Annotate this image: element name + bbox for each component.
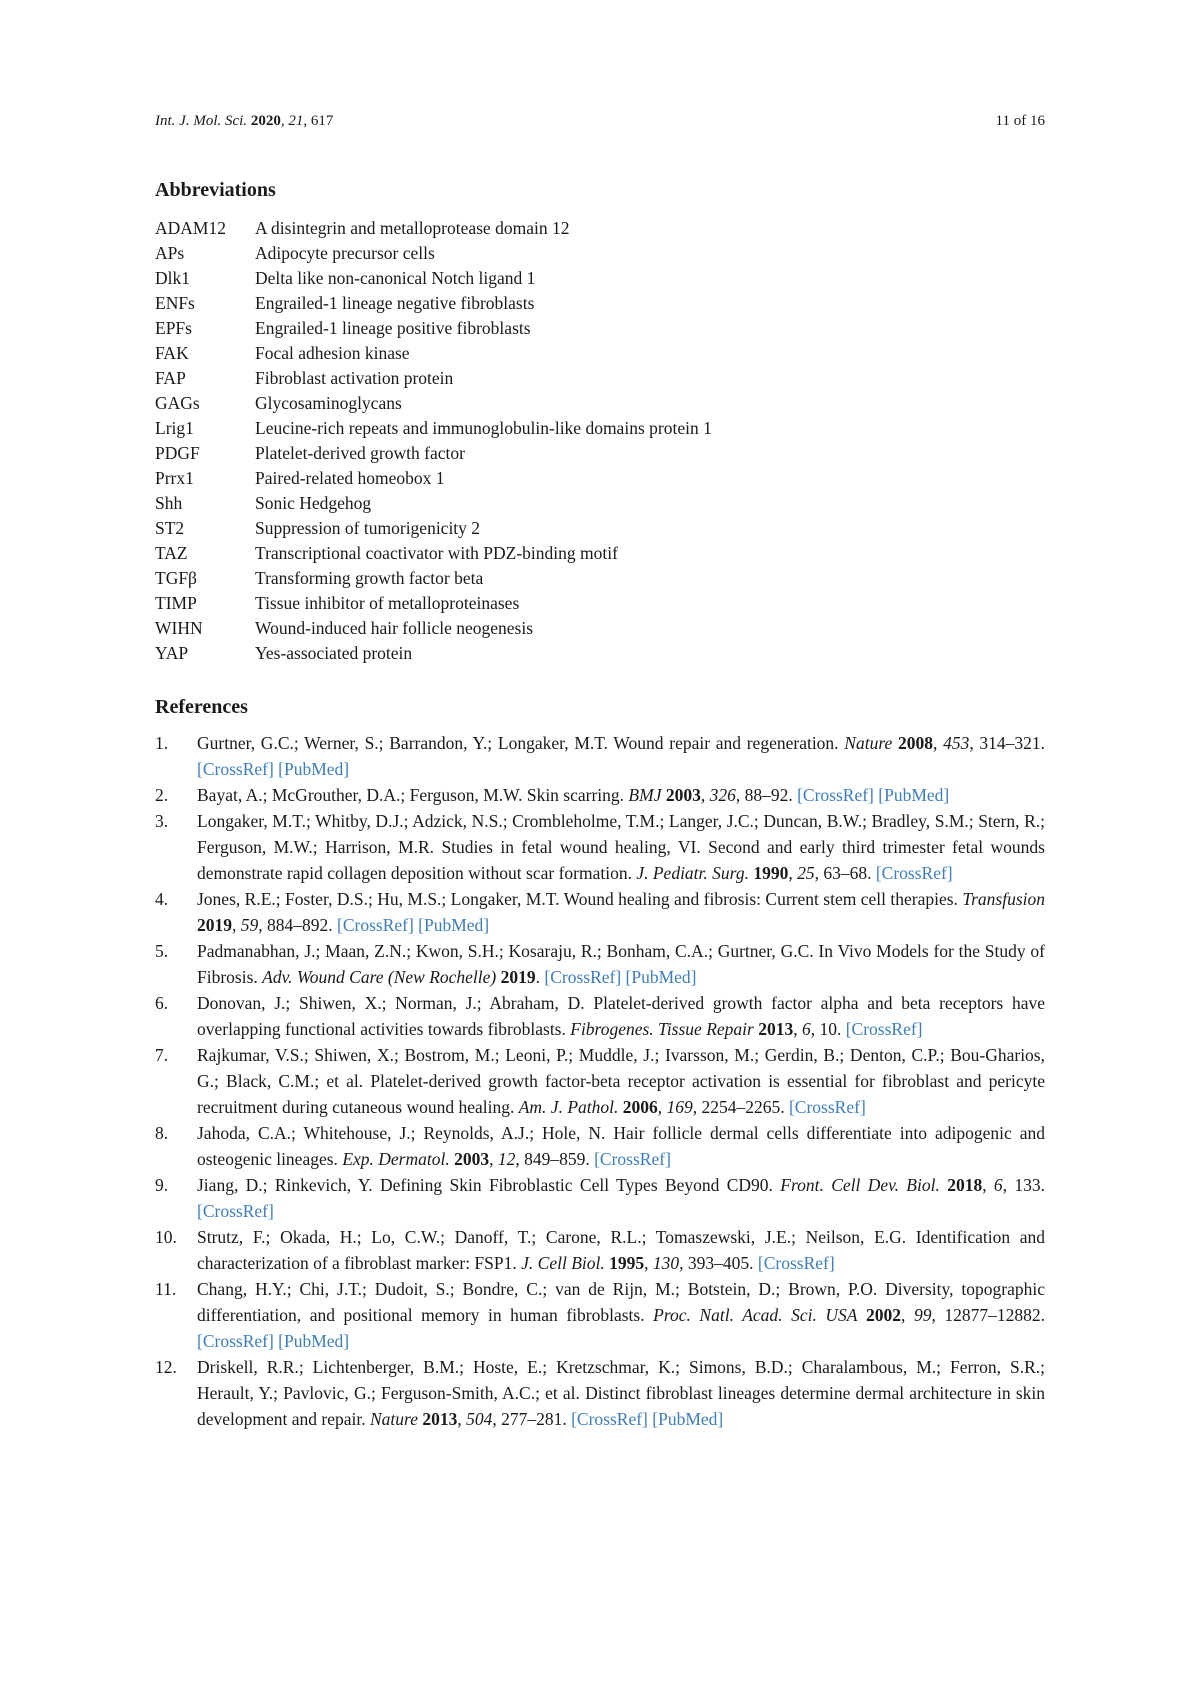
reference-journal: Fibrogenes. Tissue Repair <box>570 1019 754 1039</box>
reference-volume: 25 <box>797 863 815 883</box>
reference-year: 1990 <box>753 863 789 883</box>
page-number: 11 of 16 <box>995 113 1045 129</box>
reference-journal: Am. J. Pathol. <box>518 1097 619 1117</box>
reference-item: 4. Jones, R.E.; Foster, D.S.; Hu, M.S.; Longaker, M.T. Wound healing and fibrosis: Current stem cell therapies. Transfusion 2019, 59, 884–892. [CrossRef] [PubMed] <box>155 886 1045 938</box>
abbreviation-definition: Suppression of tumorigenicity 2 <box>255 518 481 538</box>
crossref-link[interactable]: [CrossRef] <box>788 1097 866 1117</box>
abbreviation-row <box>155 491 1055 516</box>
abbreviation-term: ST2 <box>155 518 185 538</box>
reference-volume: 453 <box>943 733 970 753</box>
reference-journal: Transfusion <box>962 889 1046 909</box>
reference-pages: 849–859. <box>524 1149 590 1169</box>
reference-item: 3. Longaker, M.T.; Whitby, D.J.; Adzick, N.S.; Crombleholme, T.M.; Langer, J.C.; Duncan, B.W.; Bradley, S.M.; Stern, R.; Ferguson, M.W.; Harrison, M.R. Studies in fetal wound healing, VI. Second and early third trimester fetal wounds demonstrate rapid collagen deposition without scar formation. J. Pediatr. Surg. 1990, 25, 63–68. [CrossRef] <box>155 808 1045 886</box>
abbreviation-row <box>155 366 1055 391</box>
abbreviation-row <box>155 416 1055 441</box>
reference-number: 7. <box>155 1045 169 1065</box>
reference-year: 2003 <box>454 1149 490 1169</box>
abbreviation-definition: Paired-related homeobox 1 <box>255 468 445 488</box>
abbreviation-definition: Yes-associated protein <box>255 643 413 663</box>
abbreviation-definition: Sonic Hedgehog <box>255 493 372 513</box>
abbreviation-row <box>155 441 1055 466</box>
reference-authors-title: Rajkumar, V.S.; Shiwen, X.; Bostrom, M.; Leoni, P.; Muddle, J.; Ivarsson, M.; Gerdin, B.; Denton, C.P.; Bou-Gharios, G.; Black, C.M.; et al. Platelet-derived growth factor-beta receptor activation is essential for fibroblast and pericyte recruitment during cutaneous wound healing. <box>197 1045 1045 1117</box>
journal-volume: 21 <box>288 113 304 129</box>
reference-item: 12. Driskell, R.R.; Lichtenberger, B.M.; Hoste, E.; Kretzschmar, K.; Simons, B.D.; Charalambous, M.; Ferron, S.R.; Herault, Y.; Pavlovic, G.; Ferguson-Smith, A.C.; et al. Distinct fibroblast lineages determine dermal architecture in skin development and repair. Nature 2013, 504, 277–281. [CrossRef] [PubMed] <box>155 1354 1045 1432</box>
crossref-link[interactable]: [CrossRef] <box>337 915 414 935</box>
reference-number: 5. <box>155 941 169 961</box>
reference-item: 5. Padmanabhan, J.; Maan, Z.N.; Kwon, S.H.; Kosaraju, R.; Bonham, C.A.; Gurtner, G.C. In Vivo Models for the Study of Fibrosis. Adv. Wound Care (New Rochelle) 2019. [CrossRef] [PubMed] <box>155 938 1045 990</box>
abbreviation-definition: Engrailed-1 lineage positive fibroblasts <box>255 318 531 338</box>
reference-year: 2013 <box>758 1019 794 1039</box>
abbreviation-definition: Adipocyte precursor cells <box>255 243 435 263</box>
abbreviation-definition: Wound-induced hair follicle neogenesis <box>255 618 534 638</box>
reference-pages: 133. <box>1014 1175 1045 1195</box>
references-list <box>155 730 1045 1432</box>
reference-volume: 12 <box>497 1149 516 1169</box>
crossref-link[interactable]: [CrossRef] <box>594 1149 671 1169</box>
reference-authors-title: Chang, H.Y.; Chi, J.T.; Dudoit, S.; Bondre, C.; van de Rijn, M.; Botstein, D.; Brown, P.O. Diversity, topographic differentiation, and positional memory in human fibroblasts. <box>197 1279 1045 1325</box>
abbreviation-term: GAGs <box>155 393 200 413</box>
reference-item: 11. Chang, H.Y.; Chi, J.T.; Dudoit, S.; Bondre, C.; van de Rijn, M.; Botstein, D.; Brown, P.O. Diversity, topographic differentiation, and positional memory in human fibroblasts. Proc. Natl. Acad. Sci. USA 2002, 99, 12877–12882. [CrossRef] [PubMed] <box>155 1276 1045 1354</box>
reference-year: 2002 <box>866 1305 902 1325</box>
reference-volume: 504 <box>466 1409 493 1429</box>
reference-year: 2019 <box>500 967 536 987</box>
abbreviation-definition: Tissue inhibitor of metalloproteinases <box>255 593 520 613</box>
journal-name: Int. J. Mol. Sci. <box>155 113 248 129</box>
pubmed-link[interactable]: [PubMed] <box>418 915 490 935</box>
crossref-link[interactable]: [CrossRef] <box>757 1253 835 1273</box>
abbreviation-row <box>155 516 1055 541</box>
crossref-link[interactable]: [CrossRef] <box>197 759 274 779</box>
reference-pages: 884–892. <box>267 915 333 935</box>
reference-pages: 2254–2265. <box>701 1097 785 1117</box>
reference-item: 2. Bayat, A.; McGrouther, D.A.; Ferguson, M.W. Skin scarring. BMJ 2003, 326, 88–92. [CrossRef] [PubMed] <box>155 782 1045 808</box>
pubmed-link[interactable]: [PubMed] <box>278 1331 350 1351</box>
crossref-link[interactable]: [CrossRef] <box>571 1409 648 1429</box>
abbreviation-row <box>155 341 1055 366</box>
abbreviation-row <box>155 541 1055 566</box>
abbreviation-row <box>155 291 1055 316</box>
reference-volume: 6 <box>993 1175 1003 1195</box>
abbreviation-row <box>155 616 1055 641</box>
reference-pages: 12877–12882. <box>944 1305 1046 1325</box>
reference-number: 2. <box>155 785 169 805</box>
reference-year: 2018 <box>947 1175 983 1195</box>
pubmed-link[interactable]: [PubMed] <box>878 785 950 805</box>
abbreviation-term: ADAM12 <box>155 218 226 238</box>
crossref-link[interactable]: [CrossRef] <box>845 1019 923 1039</box>
abbreviation-term: Prrx1 <box>155 468 194 488</box>
reference-journal: Exp. Dermatol. <box>342 1149 450 1169</box>
crossref-link[interactable]: [CrossRef] <box>197 1201 274 1221</box>
reference-number: 4. <box>155 889 169 909</box>
abbreviation-term: Shh <box>155 493 183 513</box>
reference-volume: 326 <box>709 785 736 805</box>
reference-authors-title: Bayat, A.; McGrouther, D.A.; Ferguson, M.W. Skin scarring. <box>197 785 625 805</box>
reference-volume: 59 <box>240 915 259 935</box>
reference-journal: Nature <box>370 1409 418 1429</box>
reference-number: 12. <box>155 1357 177 1377</box>
abbreviation-term: WIHN <box>155 618 203 638</box>
abbreviation-definition: Transforming growth factor beta <box>255 568 484 588</box>
reference-item: 1. Gurtner, G.C.; Werner, S.; Barrandon, Y.; Longaker, M.T. Wound repair and regeneration. Nature 2008, 453, 314–321. [CrossRef] [PubMed] <box>155 730 1045 782</box>
reference-number: 1. <box>155 733 169 753</box>
reference-journal: BMJ <box>628 785 662 805</box>
pubmed-link[interactable]: [PubMed] <box>652 1409 724 1429</box>
abbreviation-row <box>155 566 1055 591</box>
reference-number: 6. <box>155 993 169 1013</box>
journal-year: 2020 <box>250 113 281 129</box>
reference-journal: J. Pediatr. Surg. <box>636 863 749 883</box>
abbreviation-term: PDGF <box>155 443 200 463</box>
reference-authors-title: Jones, R.E.; Foster, D.S.; Hu, M.S.; Longaker, M.T. Wound healing and fibrosis: Current stem cell therapies. <box>197 889 958 909</box>
reference-item: 8. Jahoda, C.A.; Whitehouse, J.; Reynolds, A.J.; Hole, N. Hair follicle dermal cells differentiate into adipogenic and osteogenic lineages. Exp. Dermatol. 2003, 12, 849–859. [CrossRef] <box>155 1120 1045 1172</box>
reference-number: 8. <box>155 1123 169 1143</box>
abbreviation-term: YAP <box>155 643 189 663</box>
abbreviation-definition: Platelet-derived growth factor <box>255 443 465 463</box>
abbreviation-row <box>155 391 1055 416</box>
reference-item: 10. Strutz, F.; Okada, H.; Lo, C.W.; Danoff, T.; Carone, R.L.; Tomaszewski, J.E.; Neilson, E.G. Identification and characterization of a fibroblast marker: FSP1. J. Cell Biol. 1995, 130, 393–405. [CrossRef] <box>155 1224 1045 1276</box>
crossref-link[interactable]: [CrossRef] <box>197 1331 274 1351</box>
reference-authors-title: Strutz, F.; Okada, H.; Lo, C.W.; Danoff, T.; Carone, R.L.; Tomaszewski, J.E.; Neilson, E.G. Identification and characterization of a fibroblast marker: FSP1. <box>197 1227 1045 1273</box>
abbreviation-term: ENFs <box>155 293 195 313</box>
crossref-link[interactable]: [CrossRef] <box>875 863 953 883</box>
reference-item: 7. Rajkumar, V.S.; Shiwen, X.; Bostrom, M.; Leoni, P.; Muddle, J.; Ivarsson, M.; Gerdin, B.; Denton, C.P.; Bou-Gharios, G.; Black, C.M.; et al. Platelet-derived growth factor-beta receptor activation is essential for fibroblast and pericyte recruitment during cutaneous wound healing. Am. J. Pathol. 2006, 169, 2254–2265. [CrossRef] <box>155 1042 1045 1120</box>
reference-year: 2013 <box>422 1409 458 1429</box>
reference-journal: Front. Cell Dev. Biol. <box>780 1175 940 1195</box>
abbreviation-definition: Fibroblast activation protein <box>255 368 454 388</box>
reference-authors-title: Jahoda, C.A.; Whitehouse, J.; Reynolds, A.J.; Hole, N. Hair follicle dermal cells differentiate into adipogenic and osteogenic lineages. <box>197 1123 1045 1169</box>
pubmed-link[interactable]: [PubMed] <box>625 967 697 987</box>
abbreviation-term: FAK <box>155 343 189 363</box>
reference-volume: 169 <box>666 1097 693 1117</box>
reference-year: 2008 <box>897 733 933 753</box>
abbreviation-definition: Engrailed-1 lineage negative fibroblasts <box>255 293 535 313</box>
reference-number: 9. <box>155 1175 169 1195</box>
abbreviation-term: Dlk1 <box>155 268 190 288</box>
abbreviation-definition: Glycosaminoglycans <box>255 393 402 413</box>
pubmed-link[interactable]: [PubMed] <box>278 759 350 779</box>
crossref-link[interactable]: [CrossRef] <box>797 785 874 805</box>
abbreviations-list <box>155 216 1055 666</box>
reference-volume: 99 <box>913 1305 932 1325</box>
abbreviation-term: APs <box>155 243 185 263</box>
abbreviation-row <box>155 641 1055 666</box>
abbreviation-term: EPFs <box>155 318 192 338</box>
reference-item: 6. Donovan, J.; Shiwen, X.; Norman, J.; Abraham, D. Platelet-derived growth factor alpha and beta receptors have overlapping functional activities towards fibroblasts. Fibrogenes. Tissue Repair 2013, 6, 10. [CrossRef] <box>155 990 1045 1042</box>
reference-pages: 277–281. <box>501 1409 567 1429</box>
running-header: Int. J. Mol. Sci. 2020, 21, 617 11 of 16 <box>155 113 1045 129</box>
abbreviation-term: TAZ <box>155 543 188 563</box>
reference-journal: Nature <box>844 733 893 753</box>
abbreviation-definition: Delta like non-canonical Notch ligand 1 <box>255 268 536 288</box>
abbreviation-row <box>155 266 1055 291</box>
reference-year: 2019 <box>197 915 232 935</box>
abbreviation-definition: Focal adhesion kinase <box>255 343 410 363</box>
reference-item: 9. Jiang, D.; Rinkevich, Y. Defining Skin Fibroblastic Cell Types Beyond CD90. Front. Cell Dev. Biol. 2018, 6, 133. [CrossRef] <box>155 1172 1045 1224</box>
abbreviation-row <box>155 466 1055 491</box>
article-number: 617 <box>310 113 334 129</box>
reference-year: 2006 <box>622 1097 658 1117</box>
abbreviation-definition: Transcriptional coactivator with PDZ-binding motif <box>255 543 618 563</box>
abbreviation-term: TIMP <box>155 593 197 613</box>
reference-authors-title: Driskell, R.R.; Lichtenberger, B.M.; Hoste, E.; Kretzschmar, K.; Simons, B.D.; Charalambous, M.; Ferron, S.R.; Herault, Y.; Pavlovic, G.; Ferguson-Smith, A.C.; et al. Distinct fibroblast lineages determine dermal architecture in skin development and repair. <box>197 1357 1045 1429</box>
reference-year: 2003 <box>665 785 701 805</box>
reference-authors-title: Donovan, J.; Shiwen, X.; Norman, J.; Abraham, D. Platelet-derived growth factor alpha and beta receptors have overlapping functional activities towards fibroblasts. <box>197 993 1045 1039</box>
reference-pages: 63–68. <box>823 863 872 883</box>
reference-number: 10. <box>155 1227 177 1247</box>
reference-authors-title: Padmanabhan, J.; Maan, Z.N.; Kwon, S.H.; Kosaraju, R.; Bonham, C.A.; Gurtner, G.C. In Vivo Models for the Study of Fibrosis. <box>197 941 1045 987</box>
abbreviation-row <box>155 316 1055 341</box>
reference-volume: 130 <box>652 1253 680 1273</box>
abbreviation-row <box>155 216 1055 241</box>
abbreviation-term: TGFβ <box>155 568 197 588</box>
abbreviation-row <box>155 591 1055 616</box>
reference-authors-title: Jiang, D.; Rinkevich, Y. Defining Skin Fibroblastic Cell Types Beyond CD90. <box>197 1175 773 1195</box>
reference-authors-title: Longaker, M.T.; Whitby, D.J.; Adzick, N.S.; Crombleholme, T.M.; Langer, J.C.; Duncan, B.W.; Bradley, S.M.; Stern, R.; Ferguson, M.W.; Harrison, M.R. Studies in fetal wound healing, VI. Second and early third trimester fetal wounds demonstrate rapid collagen deposition without scar formation. <box>197 811 1045 883</box>
abbreviation-definition: A disintegrin and metalloprotease domain 12 <box>255 218 570 238</box>
reference-pages: 88–92. <box>744 785 793 805</box>
reference-journal: Adv. Wound Care (New Rochelle) <box>262 967 497 987</box>
reference-authors-title: Gurtner, G.C.; Werner, S.; Barrandon, Y.; Longaker, M.T. Wound repair and regeneration. <box>197 733 839 753</box>
abbreviation-term: Lrig1 <box>155 418 194 438</box>
reference-pages: 393–405. <box>687 1253 754 1273</box>
abbreviation-definition: Leucine-rich repeats and immunoglobulin-like domains protein 1 <box>255 418 712 438</box>
crossref-link[interactable]: [CrossRef] <box>544 967 622 987</box>
reference-pages: 314–321. <box>979 733 1046 753</box>
reference-number: 3. <box>155 811 169 831</box>
reference-year: 1995 <box>609 1253 645 1273</box>
reference-journal: Proc. Natl. Acad. Sci. USA <box>653 1305 858 1325</box>
reference-number: 11. <box>155 1279 177 1299</box>
abbreviations-heading: Abbreviations <box>155 179 276 201</box>
abbreviation-row <box>155 241 1055 266</box>
abbreviation-term: FAP <box>155 368 186 388</box>
reference-journal: J. Cell Biol. <box>521 1253 605 1273</box>
references-heading: References <box>155 696 248 718</box>
reference-pages: 10. <box>819 1019 842 1039</box>
reference-volume: 6 <box>801 1019 811 1039</box>
